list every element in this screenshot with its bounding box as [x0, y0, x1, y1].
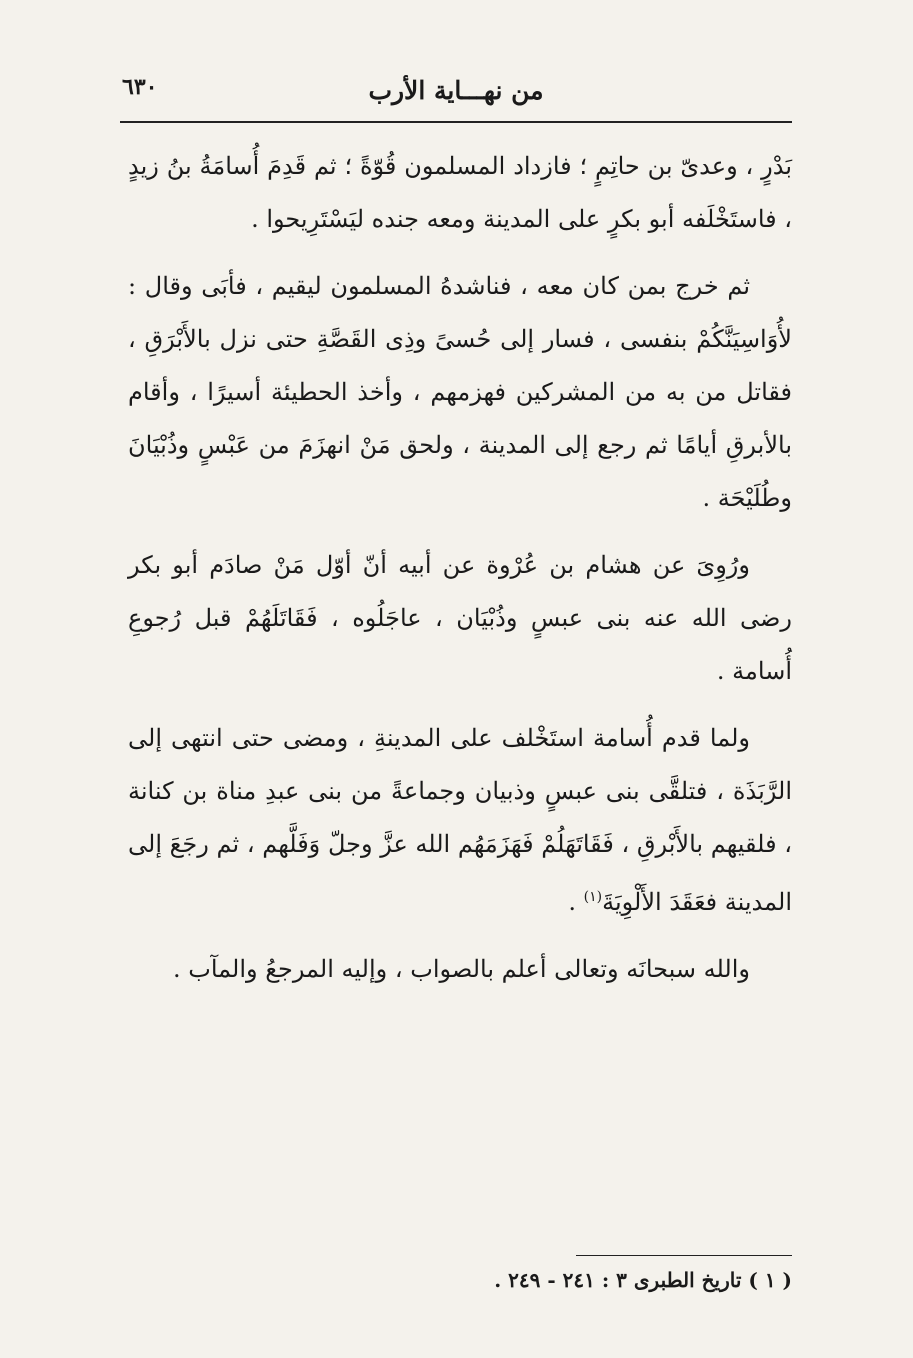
running-title: من نهـــاية الأرب	[368, 76, 544, 105]
paragraph-4-end: .	[568, 888, 576, 916]
page-number: ٦٣٠	[122, 74, 158, 100]
footnote-marker: (١)	[583, 889, 603, 905]
closing-line: والله سبحانَه وتعالى أعلم بالصواب ، وإليه المرجعُ والمآب .	[172, 955, 750, 983]
page-header	[120, 70, 792, 114]
paragraph-4	[128, 712, 792, 929]
header-divider	[120, 121, 792, 123]
paragraph-2: ثم خرج بمن كان معه ، فناشدهُ المسلمون ليقيم ، فأبَى وقال : لأُوَاسِيَنَّكُمْ بنفسى ، فسار إلى حُسىً وذِى القَصَّةِ حتى نزل بالأَبْرَقِ ، فقاتل من به من المشركين فهزمهم ، وأخذ الحطيئة أسيرًا ، وأقام بالأبرقِ أيامًا ثم رجع إلى المدينة ، ولحق مَنْ انهزَمَ من عَبْسٍ وذُبْيَانَ وطُلَيْحَة .	[128, 272, 792, 512]
main-text	[128, 140, 792, 1010]
paragraph-3: ورُوِىَ عن هشام بن عُرْوة عن أبيه أنّ أوّل مَنْ صادَم أبو بكر رضى الله عنه بنى عبسٍ وذُبْيَان ، عاجَلُوه ، فَقَاتَلَهُمْ قبل رُجوعِ أُسامة .	[128, 551, 792, 685]
paragraph-4-text: ولما قدم أُسامة استَخْلف على المدينةِ ، ومضى حتى انتهى إلى الرَّبَذَة ، فتلقَّى بنى عبسٍ وذبيان وجماعةً من بنى عبدِ مناة بن كنانة ، فلقيهم بالأَبْرقِ ، فَقَاتَهَلُمْ فَهَزَمَهُم الله عزَّ وجلّ وَفَلَّهم ، ثم رجَعَ إلى المدينة فعَقَدَ الأَلْوِيَةَ	[128, 724, 792, 916]
footnote: ( ١ ) تاريخ الطبرى ٣ : ٢٤١ - ٢٤٩ .	[494, 1268, 792, 1292]
paragraph-1: بَدْرٍ ، وعدىّ بن حاتِمٍ ؛ فازداد المسلمون قُوّةً ؛ ثم قَدِمَ أُسامَةُ بنُ زيدٍ ، فاستَخْلَفه أبو بكرٍ على المدينة ومعه جنده ليَسْتَرِيحوا .	[128, 152, 792, 233]
footnote-divider	[576, 1255, 792, 1256]
